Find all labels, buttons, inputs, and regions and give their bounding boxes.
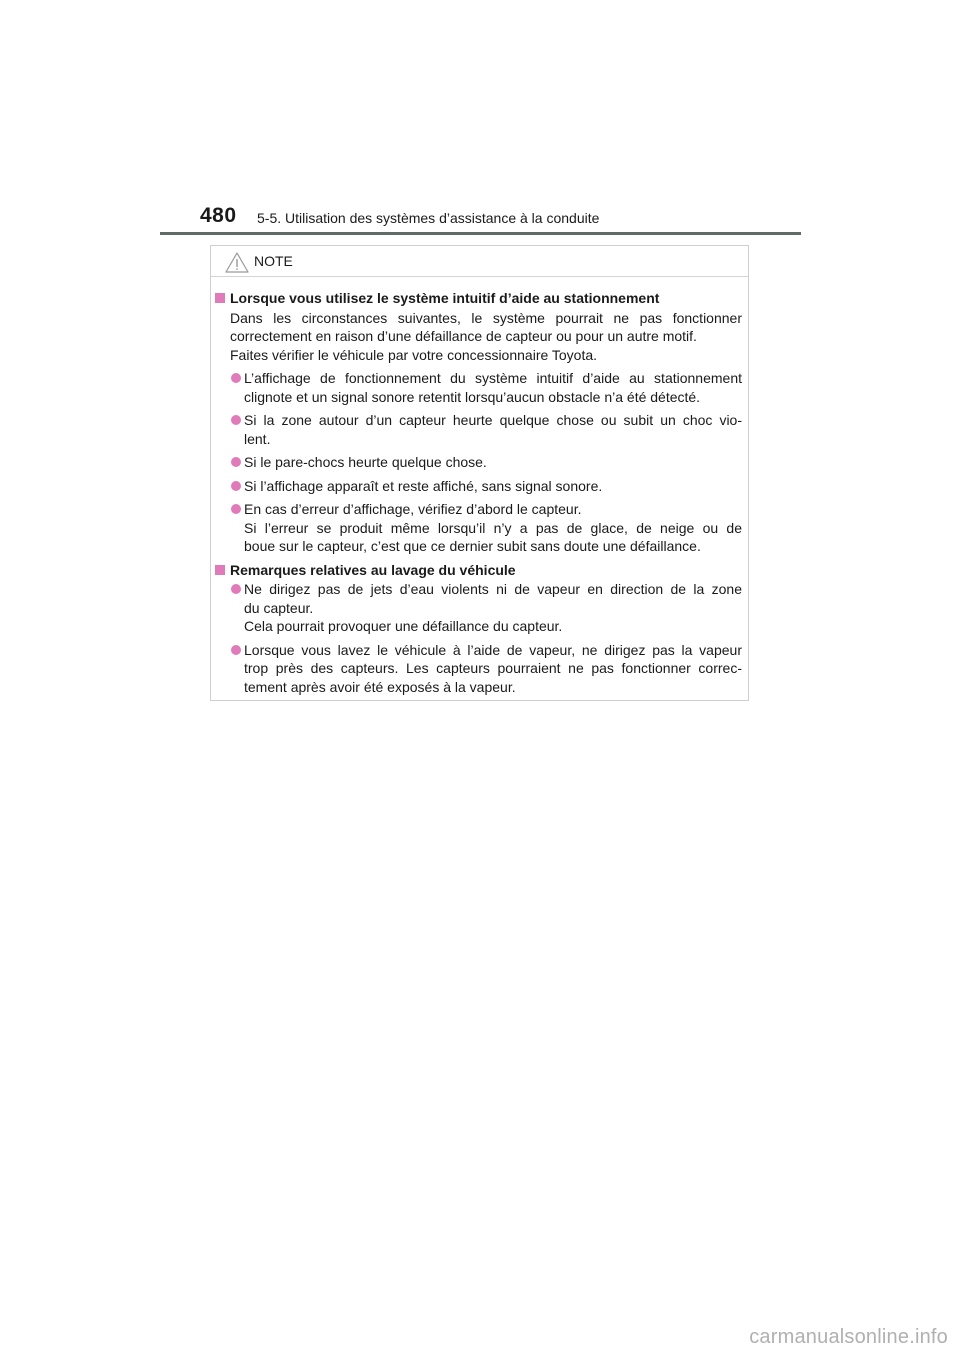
list-item: Si l’affichage apparaît et reste affiché, sans signal sonore. [215, 477, 742, 496]
note-header [211, 246, 748, 277]
warning-triangle-icon [225, 252, 249, 273]
list-item: Lorsque vous lavez le véhicule à l’aide de vapeur, ne dirigez pas la vapeur trop près des capteurs. Les capteurs pourraient ne pas fonctionner correc- tement après avoir été exposés à la vapeur. [215, 641, 742, 697]
page-header [0, 0, 960, 240]
note-label: NOTE [254, 253, 293, 269]
section-title: 5-5. Utilisation des systèmes d’assistance à la conduite [257, 210, 600, 226]
section-intro: Dans les circonstances suivantes, le système pourrait ne pas fonctionner correctement en raison d’une défaillance de capteur ou pour un autre motif. Faites vérifier le véhicule par votre concessionnaire Toyota. [230, 309, 742, 363]
round-bullet-icon [231, 481, 241, 491]
section-heading: Lorsque vous utilisez le système intuitif d’aide au stationnement [215, 289, 742, 308]
note-box [210, 245, 749, 701]
round-bullet-icon [231, 373, 241, 383]
section-heading: Remarques relatives au lavage du véhicule [215, 561, 742, 580]
round-bullet-icon [231, 457, 241, 467]
list-item: Ne dirigez pas de jets d’eau violents ni de vapeur en direction de la zone du capteur. Cela pourrait provoquer une défaillance du capteur. [215, 580, 742, 636]
round-bullet-icon [231, 415, 241, 425]
round-bullet-icon [231, 584, 241, 594]
round-bullet-icon [231, 504, 241, 514]
list-item: Si la zone autour d’un capteur heurte quelque chose ou subit un choc vio- lent. [215, 411, 742, 448]
square-bullet-icon [215, 565, 225, 575]
watermark: carmanualsonline.info [749, 1326, 948, 1348]
page-number: 480 [200, 204, 237, 227]
note-body [211, 277, 748, 696]
square-bullet-icon [215, 293, 225, 303]
list-item: L’affichage de fonctionnement du système intuitif d’aide au stationnement clignote et un signal sonore retentit lorsqu’aucun obstacle n’a été détecté. [215, 369, 742, 406]
list-item: En cas d’erreur d’affichage, vérifiez d’abord le capteur. Si l’erreur se produit même lorsqu’il n’y a pas de glace, de neige ou de boue sur le capteur, c’est que ce dernier subit sans doute une défaillance. [215, 500, 742, 556]
round-bullet-icon [231, 645, 241, 655]
header-rule [160, 232, 801, 235]
list-item: Si le pare-chocs heurte quelque chose. [215, 453, 742, 472]
